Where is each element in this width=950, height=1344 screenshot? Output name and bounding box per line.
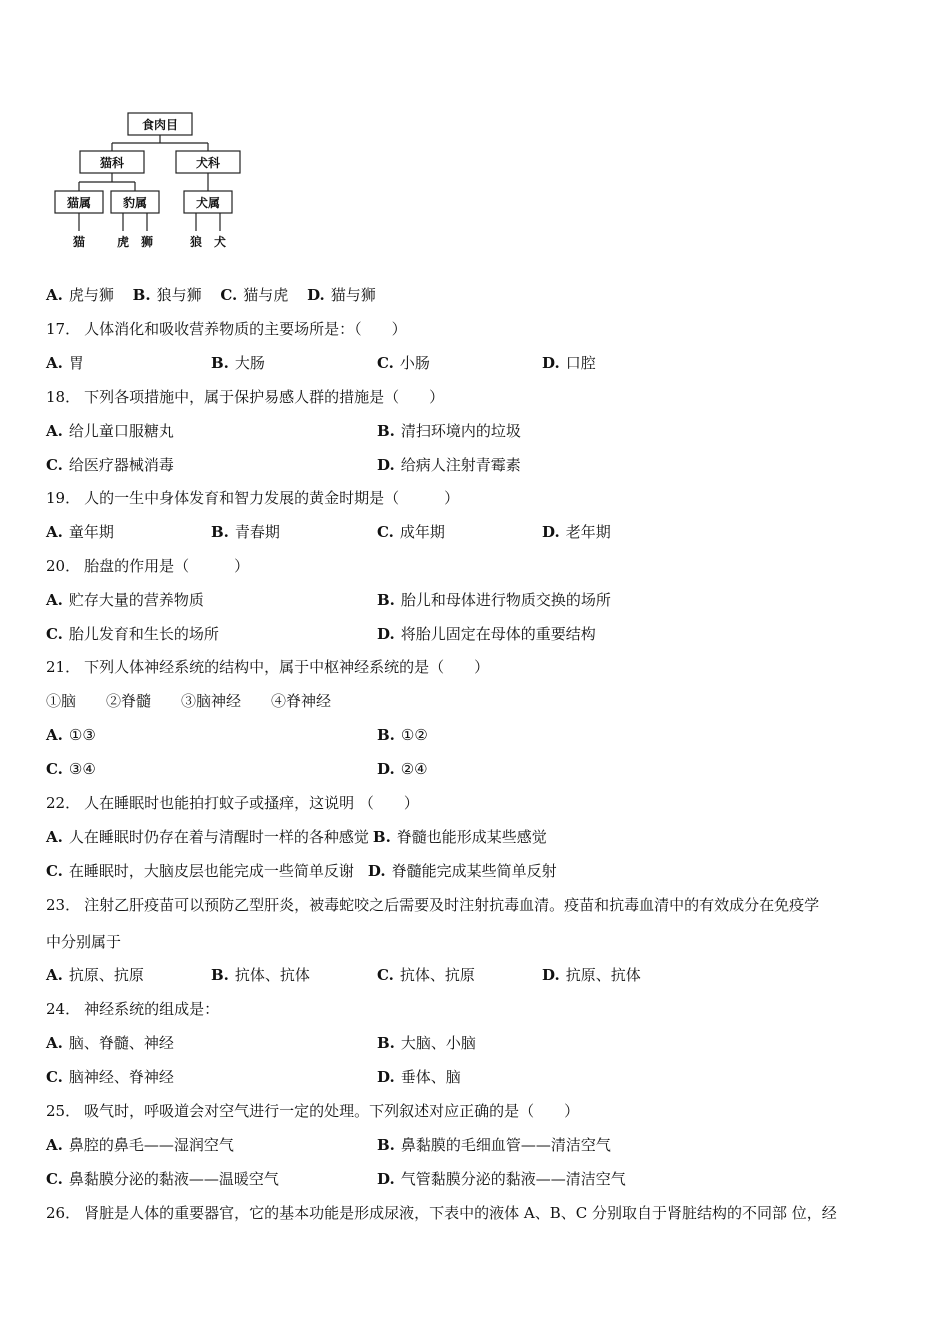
tree-svg (50, 108, 250, 253)
q19-option-d: D. 老年期 (542, 523, 611, 541)
q24-option-d: D. 垂体、脑 (377, 1068, 461, 1086)
q23-stem: 23． 注射乙肝疫苗可以预防乙型肝炎，被毒蛇咬之后需要及时注射抗毒血清。疫苗和抗毒血清中的有效成分在免疫学 (46, 896, 820, 914)
tree-root-box (128, 113, 192, 135)
q19-option-c: C. 成年期 (377, 523, 445, 541)
q17-option-c: C. 小肠 (377, 354, 430, 372)
q16-option-c-label: C. (220, 286, 238, 304)
q22-options-ab: A. 人在睡眠时仍存在着与清醒时一样的各种感觉 B. 脊髓也能形成某些感觉 (46, 828, 547, 846)
q16-option-d-label: D. (307, 286, 325, 304)
species-tiger: 虎 (116, 235, 130, 249)
q24-option-b: B. 大脑、小脑 (377, 1034, 476, 1052)
species-dog: 犬 (213, 235, 227, 249)
tree-family-cat-box (80, 151, 144, 173)
tree-family-dog-box (176, 151, 240, 173)
tree-family-cat-label: 猫科 (99, 156, 125, 170)
q25-option-b: B. 鼻黏膜的毛细血管——清洁空气 (377, 1136, 611, 1154)
q18-option-b: B. 清扫环境内的垃圾 (377, 422, 521, 440)
q16-options (46, 285, 376, 305)
tree-connectors (79, 135, 220, 231)
q17-option-d: D. 口腔 (542, 354, 596, 372)
tree-genus-dog-box (184, 191, 232, 213)
q26-stem: 26． 肾脏是人体的重要器官，它的基本功能是形成尿液，下表中的液体 A、B、C 分别取自于肾脏结构的不同部 位，经 (46, 1204, 837, 1222)
q18-option-a: A. 给儿童口服糖丸 (46, 422, 174, 440)
q17-option-a: A. 胃 (46, 354, 84, 372)
q17-option-b: B. 大肠 (211, 354, 265, 372)
q20-option-b: B. 胎儿和母体进行物质交换的场所 (377, 591, 611, 609)
q24-option-a: A. 脑、脊髓、神经 (46, 1034, 174, 1052)
species-cat: 猫 (72, 235, 86, 249)
tree-genus-leopard-box (111, 191, 159, 213)
q22-options-cd: C. 在睡眠时，大脑皮层也能完成一些简单反谢 D. 脊髓能完成某些简单反射 (46, 862, 557, 880)
q23-stem-continued: 中分别属于 (46, 933, 122, 951)
q16-option-a-label: A. (46, 286, 63, 304)
q25-stem: 25． 吸气时，呼吸道会对空气进行一定的处理。下列叙述对应正确的是（ ） (46, 1102, 580, 1120)
q18-stem: 18． 下列各项措施中，属于保护易感人群的措施是（ ） (46, 388, 445, 406)
q16-option-b-label: B. (132, 286, 151, 304)
tree-root-label: 食肉目 (141, 118, 179, 132)
q16-option-d: 猫与狮 (330, 286, 376, 304)
q24-stem: 24． 神经系统的组成是： (46, 1000, 220, 1018)
q21-option-d: D. ②④ (377, 760, 428, 778)
tree-species-labels (73, 234, 226, 249)
q20-option-d: D. 将胎儿固定在母体的重要结构 (377, 625, 596, 643)
tree-genus-cat-label: 猫属 (66, 196, 92, 210)
q21-option-c: C. ③④ (46, 760, 96, 778)
q25-option-c: C. 鼻黏膜分泌的黏液——温暖空气 (46, 1170, 279, 1188)
q16-option-a: 虎与狮 (68, 286, 114, 304)
q16-option-c: 猫与虎 (243, 286, 289, 304)
species-lion: 狮 (140, 235, 154, 249)
q18-option-c: C. 给医疗器械消毒 (46, 456, 174, 474)
q19-option-b: B. 青春期 (211, 523, 280, 541)
q20-stem: 20． 胎盘的作用是（ ） (46, 557, 250, 575)
classification-tree-diagram (50, 108, 250, 253)
q22-stem: 22． 人在睡眠时也能拍打蚊子或搔痒，这说明 （ ） (46, 794, 419, 812)
q17-stem: 17． 人体消化和吸收营养物质的主要场所是：（ ） (46, 320, 407, 338)
tree-family-dog-label: 犬科 (195, 156, 221, 170)
q24-option-c: C. 脑神经、脊神经 (46, 1068, 174, 1086)
species-wolf: 狼 (189, 235, 203, 249)
q23-option-c: C. 抗体、抗原 (377, 966, 475, 984)
q23-option-b: B. 抗体、抗体 (211, 966, 310, 984)
tree-genus-leopard-label: 豹属 (122, 196, 148, 210)
q18-option-d: D. 给病人注射青霉素 (377, 456, 521, 474)
q21-stem: 21． 下列人体神经系统的结构中，属于中枢神经系统的是（ ） (46, 658, 490, 676)
q25-option-a: A. 鼻腔的鼻毛——湿润空气 (46, 1136, 234, 1154)
q23-option-d: D. 抗原、抗体 (542, 966, 641, 984)
q25-option-d: D. 气管黏膜分泌的黏液——清洁空气 (377, 1170, 626, 1188)
q20-option-c: C. 胎儿发育和生长的场所 (46, 625, 219, 643)
q19-option-a: A. 童年期 (46, 523, 114, 541)
tree-genus-cat-box (55, 191, 103, 213)
q21-option-a: A. ①③ (46, 726, 96, 744)
q21-option-b: B. ①② (377, 726, 428, 744)
q21-items: ①脑 ②脊髓 ③脑神经 ④脊神经 (46, 692, 332, 710)
q19-stem: 19． 人的一生中身体发育和智力发展的黄金时期是（ ） (46, 489, 460, 507)
q20-option-a: A. 贮存大量的营养物质 (46, 591, 204, 609)
q23-option-a: A. 抗原、抗原 (46, 966, 144, 984)
tree-genus-dog-label: 犬属 (195, 196, 221, 210)
q16-option-b: 狼与狮 (156, 286, 202, 304)
